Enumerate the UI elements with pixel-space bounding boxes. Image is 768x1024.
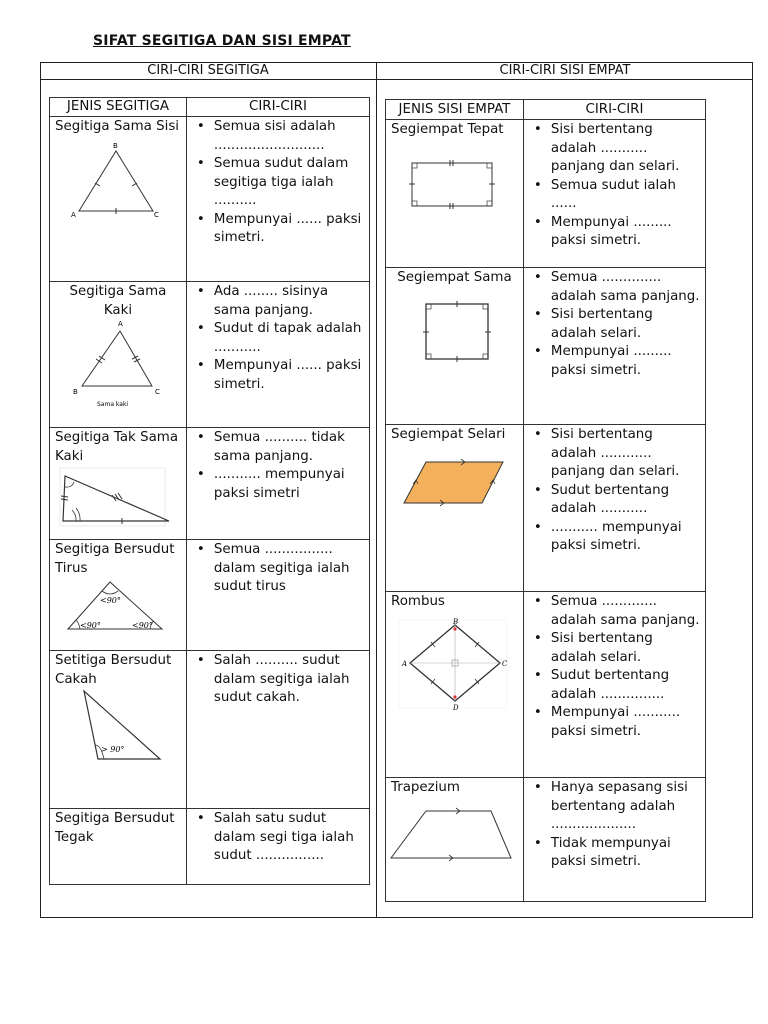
- ciri-list: [192, 429, 364, 503]
- vertex-label-d: D: [453, 703, 459, 712]
- frame-header-segitiga: CIRI-CIRI SEGITIGA: [147, 63, 269, 78]
- rectangle-figure: [388, 144, 513, 214]
- ciri-item: • Sisi bertentang adalah selari.: [551, 306, 700, 343]
- angle-label: <90°: [132, 621, 153, 630]
- jenis-cell: [386, 778, 524, 902]
- ciri-list: [529, 269, 700, 380]
- ciri-item: • Mempunyai ........... paksi simetri.: [551, 704, 700, 741]
- ciri-item: • Sisi bertentang adalah ............ panjang dan selari.: [551, 426, 700, 482]
- ciri-item: • Mempunyai ......... paksi simetri.: [551, 343, 700, 380]
- ciri-item: • Mempunyai ...... paksi simetri.: [214, 357, 364, 394]
- jenis-cell: [386, 425, 524, 592]
- table-row: [50, 809, 370, 885]
- table-row: [50, 651, 370, 809]
- ciri-item: • Sudut di tapak adalah ...........: [214, 320, 364, 357]
- col-header-ciri: CIRI-CIRI: [523, 100, 705, 120]
- vertex-label-c: C: [502, 659, 508, 668]
- trapezium-figure: [388, 800, 513, 870]
- col-header-ciri: CIRI-CIRI: [186, 98, 369, 117]
- vertex-label-b: B: [113, 141, 118, 150]
- jenis-label: Segiempat Selari: [391, 427, 506, 442]
- ciri-item: • Semua .............. adalah sama panjang.: [551, 269, 700, 306]
- table-row: [386, 592, 706, 778]
- table-row: [386, 268, 706, 425]
- ciri-item: • Semua .......... tidak sama panjang.: [214, 429, 364, 466]
- table-header-row: [50, 98, 370, 117]
- page-title: SIFAT SEGITIGA DAN SISI EMPAT: [93, 33, 351, 49]
- ciri-item: • ........... mempunyai paksi simetri.: [551, 519, 700, 556]
- frame-header-line: [40, 79, 753, 80]
- jenis-cell: [50, 540, 187, 651]
- jenis-label: Segiempat Sama: [397, 270, 512, 285]
- table-row: [50, 428, 370, 540]
- vertex-label-a: A: [71, 210, 76, 219]
- ciri-item: • Semua sudut ialah ......: [551, 177, 700, 214]
- ciri-item: • Ada ........ sisinya sama panjang.: [214, 283, 364, 320]
- ciri-item: • Sudut bertentang adalah ...............: [551, 667, 700, 704]
- ciri-list: [529, 426, 700, 556]
- jenis-label: Segitiga Tak Sama Kaki: [55, 430, 179, 464]
- ciri-item: • Mempunyai ......... paksi simetri.: [551, 214, 700, 251]
- ciri-cell: [523, 778, 705, 902]
- ciri-item: • Salah satu sudut dalam segi tiga ialah sudut ................: [214, 810, 364, 866]
- rhombus-figure: [388, 618, 513, 713]
- table-row: [50, 117, 370, 282]
- table-row: [386, 778, 706, 902]
- jenis-cell: [50, 282, 187, 428]
- jenis-label: Segitiga Bersudut Tirus: [55, 542, 175, 576]
- frame-header-sisiempat: CIRI-CIRI SISI EMPAT: [499, 63, 631, 78]
- table-row: [50, 540, 370, 651]
- ciri-item: • Semua ................ dalam segitiga ialah sudut tirus: [214, 541, 364, 597]
- ciri-item: • ........... mempunyai paksi simetri: [214, 466, 364, 503]
- vertex-label-c: C: [155, 388, 160, 396]
- ciri-list: [529, 593, 700, 741]
- jenis-cell: [386, 268, 524, 425]
- table-row: [50, 282, 370, 428]
- jenis-label: Segitiga Sama Kaki: [69, 284, 167, 318]
- vertex-label-b: B: [73, 388, 78, 396]
- ciri-cell: [186, 117, 369, 282]
- jenis-label: Segiempat Tepat: [391, 122, 504, 137]
- segitiga-table: [49, 97, 370, 885]
- ciri-item: • Sudut bertentang adalah ...........: [551, 482, 700, 519]
- ciri-item: • Semua sudut dalam segitiga tiga ialah ..........: [214, 155, 364, 211]
- jenis-cell: [386, 120, 524, 268]
- ciri-cell: [523, 268, 705, 425]
- ciri-cell: [186, 428, 369, 540]
- jenis-cell: [50, 809, 187, 885]
- isosceles-triangle-figure: [52, 314, 177, 414]
- vertex-label-b: B: [453, 617, 459, 626]
- ciri-list: [192, 283, 364, 394]
- vertex-label-a: A: [118, 320, 123, 328]
- ciri-list: [192, 541, 364, 597]
- col-header-jenis: JENIS SEGITIGA: [50, 98, 187, 117]
- jenis-label: Segitiga Bersudut Tegak: [55, 811, 175, 845]
- ciri-item: • Sisi bertentang adalah ........... panjang dan selari.: [551, 121, 700, 177]
- parallelogram-figure: [388, 453, 513, 523]
- ciri-item: • Tidak mempunyai paksi simetri.: [551, 835, 700, 872]
- jenis-label: Rombus: [391, 594, 445, 609]
- ciri-list: [192, 118, 364, 248]
- table-header-row: [386, 100, 706, 120]
- scalene-triangle-figure: [52, 466, 177, 528]
- jenis-label: Segitiga Sama Sisi: [55, 119, 180, 134]
- table-row: [386, 425, 706, 592]
- ciri-item: • Sisi bertentang adalah selari.: [551, 630, 700, 667]
- ciri-item: • Mempunyai ...... paksi simetri.: [214, 211, 364, 248]
- square-figure: [388, 292, 513, 362]
- jenis-cell: [386, 592, 524, 778]
- jenis-cell: [50, 428, 187, 540]
- frame-divider: [376, 62, 377, 918]
- angle-label: <90°: [80, 621, 101, 630]
- jenis-label: Setitiga Bersudut Cakah: [55, 653, 172, 687]
- equilateral-triangle-figure: [52, 133, 177, 243]
- ciri-item: • Semua sisi adalah ..........................: [214, 118, 364, 155]
- ciri-cell: [523, 592, 705, 778]
- ciri-item: • Semua ............. adalah sama panjang.: [551, 593, 700, 630]
- ciri-cell: [186, 809, 369, 885]
- ciri-list: [192, 810, 364, 866]
- jenis-cell: [50, 117, 187, 282]
- ciri-list: [529, 121, 700, 251]
- ciri-item: • Salah .......... sudut dalam segitiga ialah sudut cakah.: [214, 652, 364, 708]
- jenis-label: Trapezium: [391, 780, 460, 795]
- sisiempat-table: [385, 99, 706, 902]
- angle-label: > 90°: [101, 745, 125, 754]
- jenis-cell: [50, 651, 187, 809]
- ciri-cell: [523, 425, 705, 592]
- ciri-cell: [523, 120, 705, 268]
- ciri-list: [192, 652, 364, 708]
- angle-label: <90°: [100, 596, 121, 605]
- ciri-cell: [186, 282, 369, 428]
- acute-triangle-figure: [52, 578, 177, 638]
- col-header-jenis: JENIS SISI EMPAT: [386, 100, 524, 120]
- figure-caption: Sama kaki: [97, 401, 129, 408]
- ciri-cell: [186, 540, 369, 651]
- vertex-label-c: C: [154, 210, 159, 219]
- vertex-label-a: A: [402, 659, 408, 668]
- obtuse-triangle-figure: [52, 689, 177, 769]
- table-row: [386, 120, 706, 268]
- ciri-cell: [186, 651, 369, 809]
- ciri-list: [529, 779, 700, 872]
- ciri-item: • Hanya sepasang sisi bertentang adalah ....................: [551, 779, 700, 835]
